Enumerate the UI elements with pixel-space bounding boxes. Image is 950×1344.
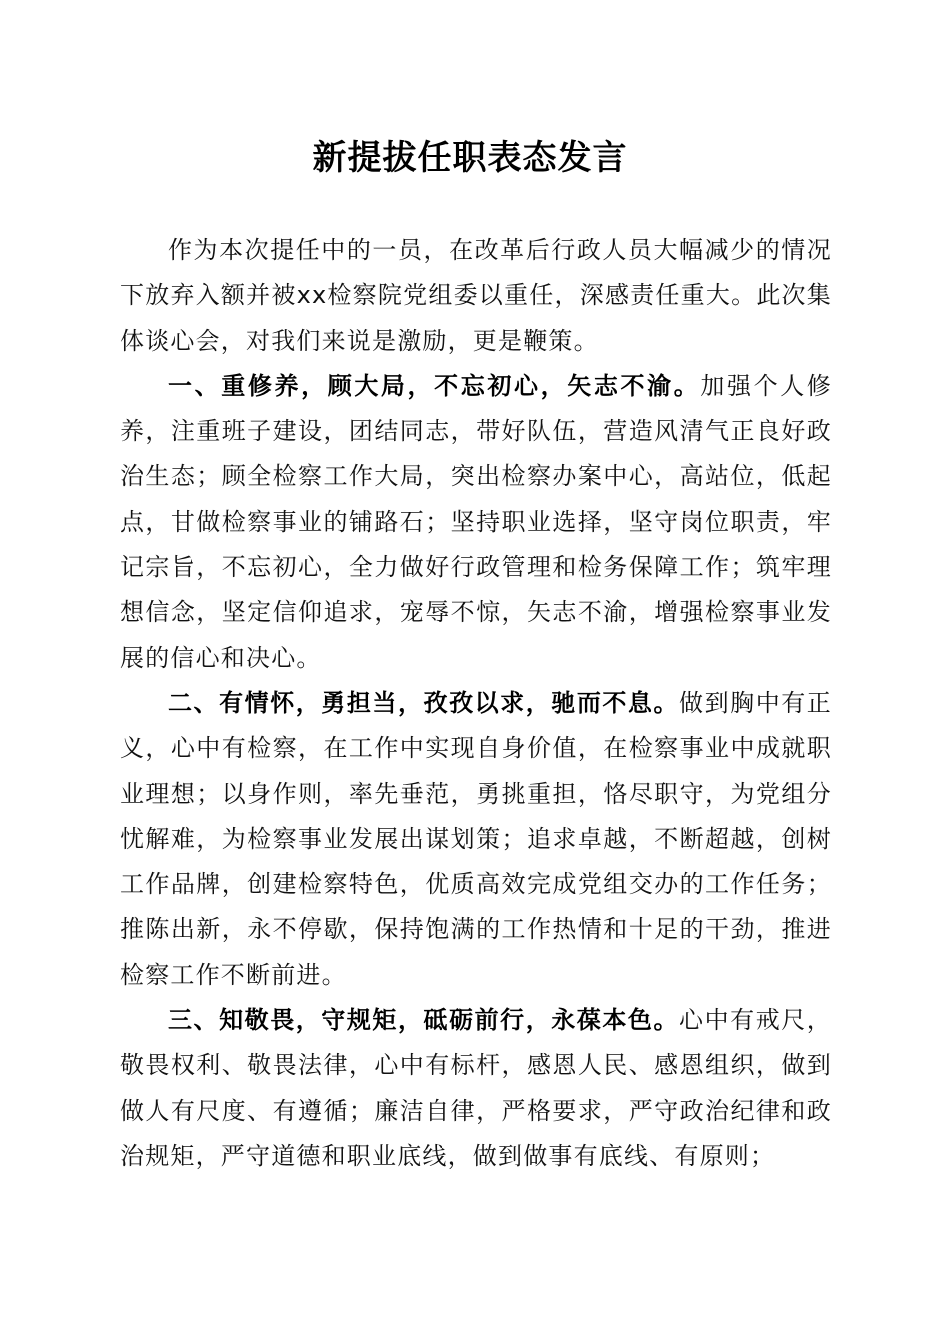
paragraph-text: 作为本次提任中的一员，在改革后行政人员大幅减少的情况下放弃入额并被xx检察院党组委以重任，深感责任重大。此次集体谈心会，对我们来说是激励，更是鞭策。 xyxy=(120,236,832,355)
intro-paragraph xyxy=(120,228,832,364)
section-heading: 一、重修养，顾大局，不忘初心，矢志不渝。 xyxy=(168,371,701,400)
document-title: 新提拔任职表态发言 xyxy=(312,138,628,178)
paragraph-text: 心中有戒尺，敬畏权利、敬畏法律，心中有标杆，感恩人民、感恩组织，做到做人有尺度、有遵循；廉洁自律，严格要求，严守政治纪律和政治规矩，严守道德和职业底线，做到做事有底线、有原则； xyxy=(120,1006,833,1170)
section-paragraph-2 xyxy=(120,681,832,998)
paragraph-text: 加强个人修养，注重班子建设，团结同志，带好队伍，营造风清气正良好政治生态；顾全检察工作大局，突出检察办案中心，高站位，低起点，甘做检察事业的铺路石；坚持职业选择，坚守岗位职责，牢记宗旨，不忘初心，全力做好行政管理和检务保障工作；筑牢理想信念，坚定信仰追求，宠辱不惊，矢志不渝，增强检察事业发展的信心和决心。 xyxy=(120,371,833,672)
section-paragraph-3 xyxy=(120,998,832,1179)
section-heading: 二、有情怀，勇担当，孜孜以求，驰而不息。 xyxy=(168,688,680,717)
section-heading: 三、知敬畏，守规矩，砥砺前行，永葆本色。 xyxy=(168,1006,680,1035)
section-paragraph-1 xyxy=(120,364,832,681)
document-body xyxy=(120,228,832,1179)
paragraph-text: 做到胸中有正义，心中有检察，在工作中实现自身价值，在检察事业中成就职业理想；以身作则，率先垂范，勇挑重担，恪尽职守，为党组分忧解难，为检察事业发展出谋划策；追求卓越，不断超越，创树工作品牌，创建检察特色，优质高效完成党组交办的工作任务；推陈出新，永不停歇，保持饱满的工作热情和十足的干劲，推进检察工作不断前进。 xyxy=(120,688,833,989)
